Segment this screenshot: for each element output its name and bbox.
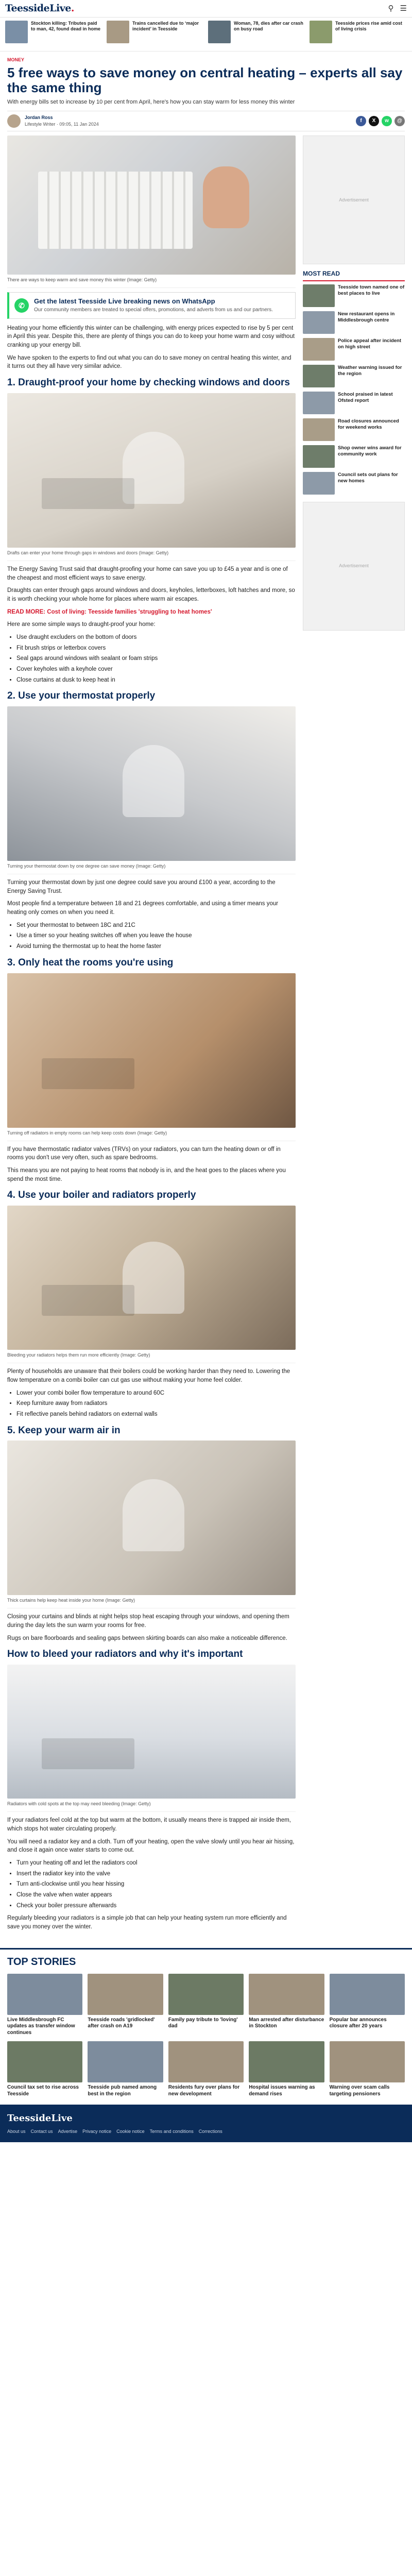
top-stories-title: TOP STORIES [7,1956,76,1968]
content-layout [7,135,405,1935]
paragraph: Plenty of households are unaware that their boilers could be working harder than they need to. Lowering the flow temperature on a combi boiler can cut gas use without making your home feel colder. [7,1368,290,1383]
sidebar-item[interactable]: Teesside town named one of best places to live [303,284,405,307]
tips-list [16,1859,296,1910]
footer-link[interactable]: Corrections [198,2129,222,2134]
story-card[interactable]: Teesside roads 'gridlocked' after crash on A19 [88,1974,163,2037]
paragraph: Most people find a temperature between 18 and 21 degrees comfortable, and using a timer means your heating only comes on when you need it. [7,901,279,916]
section-heading: 2. Use your thermostat properly [7,690,156,702]
article-image[interactable] [7,1440,296,1595]
sidebar-item[interactable]: Council sets out plans for new homes [303,472,405,495]
list-item: • Fit brush strips or letterbox covers [16,644,296,653]
paragraph: Here are some simple ways to draught-proof your home: [7,621,156,628]
footer-link[interactable]: About us [7,2129,26,2134]
advertisement[interactable]: Advertisement [303,135,405,264]
section-heading: How to bleed your radiators and why it's important [7,1649,243,1660]
paragraph: Turning your thermostat down by just one degree could save you around £100 a year, according to the Energy Saving Trust. [7,879,276,894]
story-card[interactable]: Man arrested after disturbance in Stockton [249,1974,324,2037]
top-stories-grid [7,1974,405,2098]
story-card[interactable]: Popular bar announces closure after 20 years [330,1974,405,2037]
x-share-icon[interactable]: X [369,116,379,126]
article-body [7,135,296,1935]
paragraph: The Energy Saving Trust said that draught-proofing your home can save you up to £45 a year and is one of the cheapest and most efficient ways to save energy. [7,566,288,581]
list-item: • Close curtains at dusk to keep heat in [16,676,296,685]
promo-item[interactable] [310,21,407,48]
list-item: • Turn anti-clockwise until you hear hissing [16,1880,296,1889]
most-read-list [303,284,405,495]
promo-thumb [5,21,28,43]
promo-text: Teesside prices rise amid cost of living crisis [335,21,402,32]
footer-link[interactable]: Advertise [58,2129,78,2134]
promo-item[interactable] [107,21,204,48]
image-caption: Turning off radiators in empty rooms can help keep costs down (Image: Getty) [7,1128,296,1141]
article-image[interactable] [7,1665,296,1799]
story-card[interactable]: Teesside pub named among best in the region [88,2041,163,2097]
article-image[interactable] [7,973,296,1128]
sidebar-item[interactable]: New restaurant opens in Middlesbrough centre [303,311,405,334]
promo-text: Stockton killing: Tributes paid to man, 42, found dead in home [31,21,101,32]
paragraph: If your radiators feel cold at the top but warm at the bottom, it usually means there is trapped air inside them, which stops hot water circulating properly. [7,1817,291,1832]
story-card[interactable]: Council tax set to rise across Teesside [7,2041,82,2097]
share-buttons [356,116,405,126]
image-caption: Thick curtains help keep heat inside your home (Image: Getty) [7,1595,296,1608]
section-heading: 4. Use your boiler and radiators properly [7,1190,196,1201]
list-item: • Lower your combi boiler flow temperature to around 60C [16,1389,296,1398]
list-item: • Avoid turning the thermostat up to heat the home faster [16,942,296,951]
whatsapp-sub: Our community members are treated to special offers, promotions, and adverts from us and our partners. [34,307,273,313]
list-item: • Seal gaps around windows with sealant or foam strips [16,654,296,663]
section-heading: 3. Only heat the rooms you're using [7,957,174,968]
article [0,52,412,1941]
whatsapp-share-icon[interactable]: w [382,116,392,126]
story-card[interactable]: Family pay tribute to 'loving' dad [168,1974,244,2037]
footer [0,2105,412,2142]
top-bar [0,0,412,18]
sidebar-item[interactable]: Police appeal after incident on high street [303,338,405,361]
list-item: • Fit reflective panels behind radiators on external walls [16,1410,296,1419]
tips-list [16,633,296,684]
most-read-title: MOST READ [303,269,405,281]
menu-icon[interactable]: ☰ [400,4,407,13]
author-name[interactable]: Jordan Ross [25,115,53,121]
standfirst: With energy bills set to increase by 10 per cent from April, here's how you can stay warm for less money this winter [7,99,295,106]
story-card[interactable]: Live Middlesbrough FC updates as transfer window continues [7,1974,82,2037]
footer-link[interactable]: Contact us [30,2129,53,2134]
byline-row [7,111,405,131]
image-caption: Turning your thermostat down by one degree can save money (Image: Getty) [7,861,296,874]
promo-strip [0,18,412,52]
hero-caption: There are ways to keep warm and save money this winter (Image: Getty) [7,275,296,288]
list-item: • Set your thermostat to between 18C and 21C [16,921,296,930]
top-stories [0,1948,412,2098]
image-caption: Radiators with cold spots at the top may need bleeding (Image: Getty) [7,1799,296,1812]
list-item: • Check your boiler pressure afterwards [16,1902,296,1910]
footer-link[interactable]: Terms and conditions [149,2129,194,2134]
sidebar-item[interactable]: Shop owner wins award for community work [303,445,405,468]
promo-text: Trains cancelled due to ‘major incident’ in Teesside [132,21,199,32]
paragraph: You will need a radiator key and a cloth. Turn off your heating, open the valve slowly until you hear air hissing, and close it again once water starts to come out. [7,1838,295,1854]
nav-icons [388,3,407,14]
site-logo[interactable]: TeessideLive. [5,2,74,14]
promo-thumb [208,21,231,43]
promo-item[interactable] [5,21,102,48]
story-card[interactable]: Hospital issues warning as demand rises [249,2041,324,2097]
article-image[interactable] [7,1206,296,1350]
promo-thumb [310,21,332,43]
paragraph: Closing your curtains and blinds at night helps stop heat escaping through your windows, and opening them during the day lets the sun warm your rooms for free. [7,1614,289,1629]
promo-text: Woman, 78, dies after car crash on busy road [234,21,303,32]
breadcrumb[interactable]: MONEY [7,57,25,62]
paragraph: Regularly bleeding your radiators is a simple job that can help your heating system run more efficiently and save you money over the winter. [7,1915,287,1930]
search-icon[interactable]: ⚲ [388,4,394,13]
whatsapp-signup[interactable] [7,292,296,318]
paragraph: Draughts can enter through gaps around windows and doors, keyholes, letterboxes, loft hatches and more, so it is worth checking your whole home for places where warm air escapes. [7,587,295,602]
facebook-share-icon[interactable]: f [356,116,366,126]
tips-list [16,1389,296,1419]
paragraph: If you have thermostatic radiator valves (TRVs) on your radiators, you can turn the heating down or off in rooms you don't use very often, such as spare bedrooms. [7,1146,281,1161]
email-share-icon[interactable]: @ [394,116,405,126]
section-heading: 1. Draught-proof your home by checking windows and doors [7,377,290,388]
article-image[interactable] [7,393,296,548]
read-more-link[interactable]: READ MORE: Cost of living: Teesside families 'struggling to heat homes' [7,608,212,615]
list-item: • Turn your heating off and let the radiators cool [16,1859,296,1868]
story-card[interactable]: Residents fury over plans for new development [168,2041,244,2097]
promo-thumb [107,21,129,43]
sidebar-item[interactable]: School praised in latest Ofsted report [303,392,405,414]
paragraph: Heating your home efficiently this winter can be challenging, with energy prices expected to rise by 5 per cent in April this year. Despite this, there are plenty of things you can do to keep your home warm and cosy without cranking up your energy bill. [7,325,295,349]
paragraph: This means you are not paying to heat rooms that nobody is in, and the heat goes to the places where you spend the most time. [7,1167,286,1182]
byline [25,114,99,128]
paragraph: Rugs on bare floorboards and sealing gaps between skirting boards can also make a noticeable difference. [7,1635,287,1641]
list-item: • Insert the radiator key into the valve [16,1870,296,1878]
sidebar-item[interactable]: Weather warning issued for the region [303,365,405,387]
list-item: • Keep furniture away from radiators [16,1399,296,1408]
image-caption: Drafts can enter your home through gaps in windows and doors (Image: Getty) [7,548,296,561]
avatar[interactable] [7,114,21,128]
promo-item[interactable] [208,21,305,48]
section-heading: 5. Keep your warm air in [7,1425,121,1436]
whatsapp-title: Get the latest Teesside Live breaking news on WhatsApp [34,297,215,306]
whatsapp-icon: ✆ [14,298,29,313]
list-item: • Use a timer so your heating switches off when you leave the house [16,931,296,940]
hand-illustration [203,166,249,228]
paragraph: We have spoken to the experts to find out what you can do to save money on central heating this winter, and it turns out they all have very similar advice. [7,354,291,370]
footer-links [7,2128,405,2135]
tips-list [16,921,296,951]
story-card[interactable]: Warning over scam calls targeting pensioners [330,2041,405,2097]
article-title: 5 free ways to save money on central heating – experts all say the same thing [7,65,403,96]
hero-image[interactable] [7,135,296,275]
list-item: • Close the valve when water appears [16,1891,296,1900]
footer-link[interactable]: Privacy notice [82,2129,112,2134]
read-more [7,608,296,617]
image-caption: Bleeding your radiators helps them run more efficiently (Image: Getty) [7,1350,296,1363]
list-item: • Cover keyholes with a keyhole cover [16,665,296,674]
list-item: • Use draught excluders on the bottom of doors [16,633,296,642]
footer-link[interactable]: Cookie notice [116,2129,145,2134]
byline-meta: Lifestyle Writer · 09:05, 11 Jan 2024 [25,122,99,127]
sidebar-item[interactable]: Road closures announced for weekend works [303,418,405,441]
radiator-illustration [38,172,193,249]
article-image[interactable] [7,706,296,861]
sidebar [303,135,405,1935]
advertisement[interactable]: Advertisement [303,502,405,631]
footer-logo[interactable]: TeessideLive [7,2113,73,2124]
